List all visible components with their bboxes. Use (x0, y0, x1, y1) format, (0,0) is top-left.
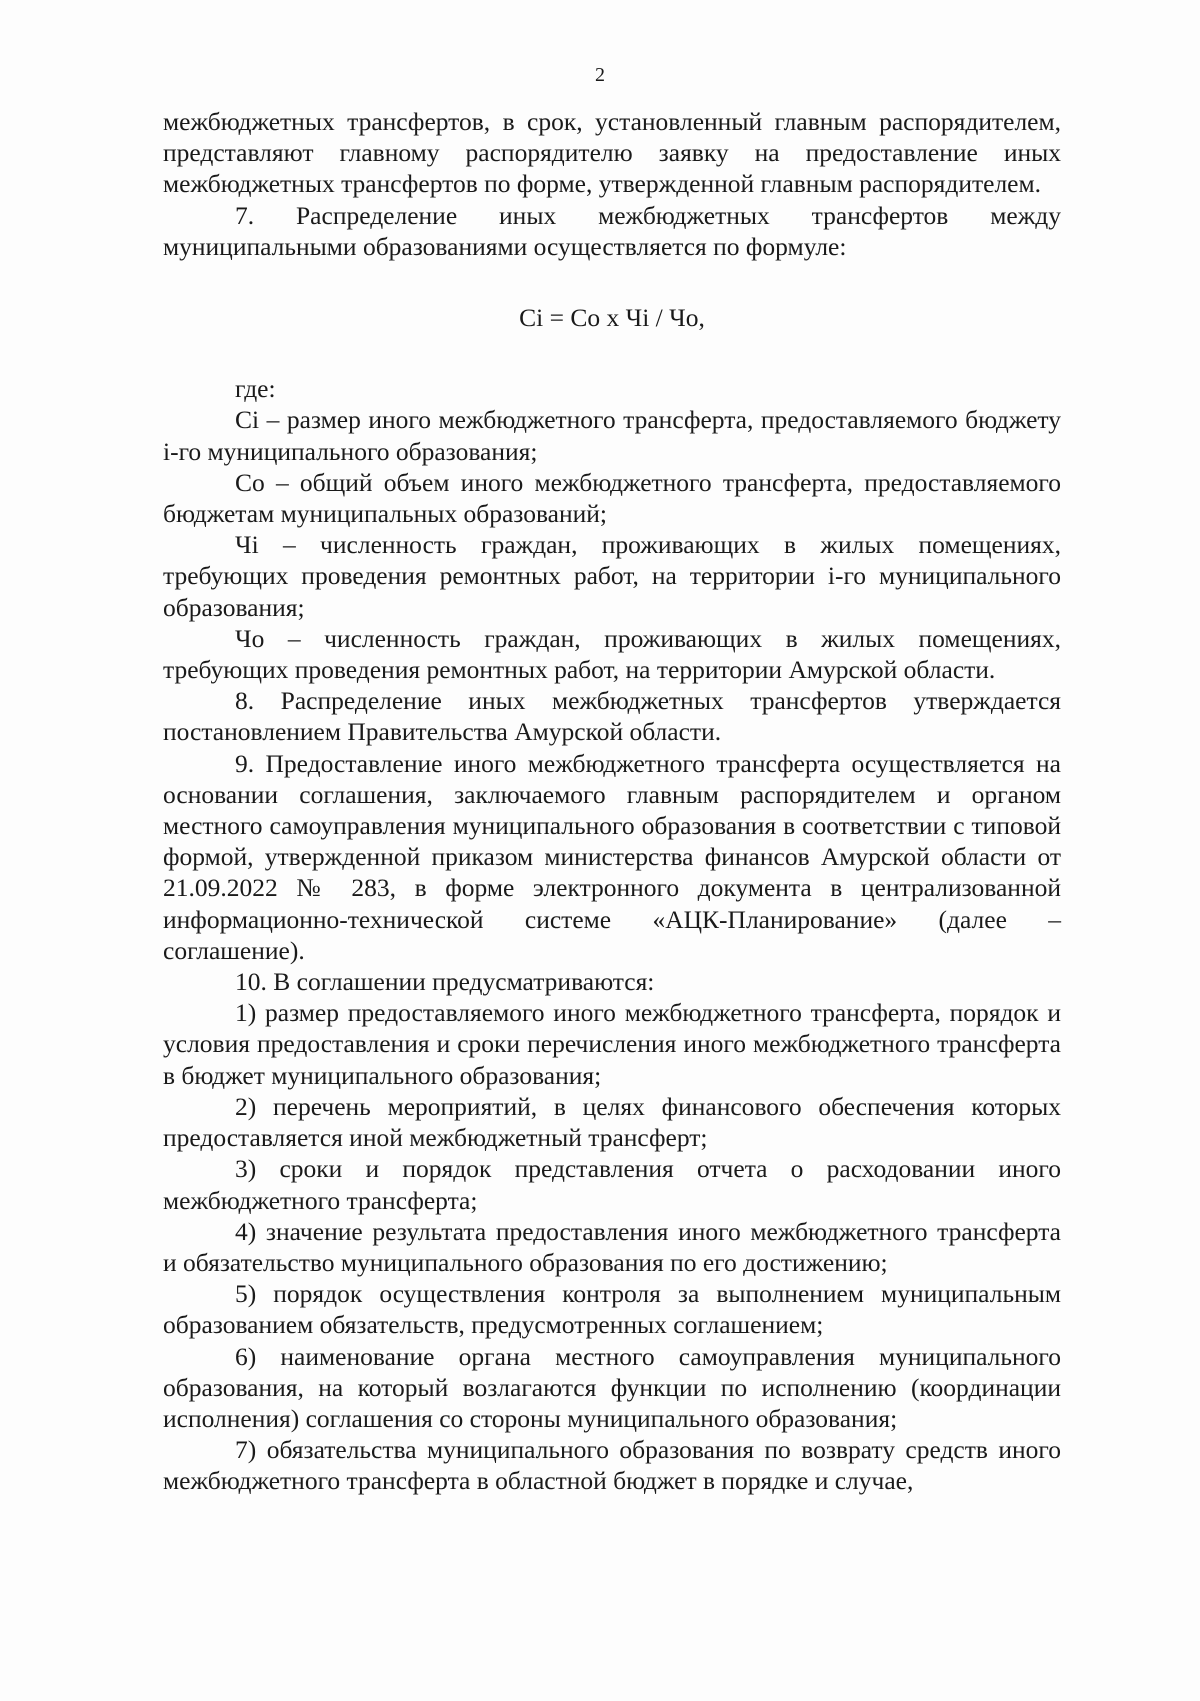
paragraph-7: 7. Распределение иных межбюджетных трансфертов между муниципальными образованиями осуществляется по формуле: (163, 200, 1061, 261)
formula-def-ci: Ci – размер иного межбюджетного трансферта, предоставляемого бюджету i-го муниципального образования; (163, 405, 1061, 466)
paragraph-9: 9. Предоставление иного межбюджетного трансферта осуществляется на основании соглашения, заключаемого главным распорядителем и органом местного самоуправления муниципального образования в соответствии с типовой формой, утвержденной приказом министерства финансов Амурской области от 21.09.2022 № 283, в форме электронного документа в централизованной информационно-технической системе «АЦК-Планирование» (далее – соглашение). (163, 748, 1061, 965)
list-item-1: 1) размер предоставляемого иного межбюджетного трансферта, порядок и условия предоставления и сроки перечисления иного межбюджетного трансферта в бюджет муниципального образования; (163, 998, 1061, 1090)
document-body (163, 106, 1061, 1497)
formula-def-chi: Чi – численность граждан, проживающих в жилых помещениях, требующих проведения ремонтных работ, на территории i-го муниципального образования; (163, 530, 1061, 622)
paragraph-continuation: межбюджетных трансфертов, в срок, установленный главным распорядителем, представляют главному распорядителю заявку на предоставление иных межбюджетных трансфертов по форме, утвержденной главным распорядителем. (163, 107, 1061, 199)
formula-where-label: где: (235, 374, 276, 404)
paragraph-8: 8. Распределение иных межбюджетных трансфертов утверждается постановлением Правительства Амурской области. (163, 686, 1061, 747)
list-item-3: 3) сроки и порядок представления отчета о расходовании иного межбюджетного трансферта; (163, 1154, 1061, 1215)
paragraph-10: 10. В соглашении предусматриваются: (235, 967, 655, 997)
page-number: 2 (595, 64, 605, 86)
list-item-4: 4) значение результата предоставления иного межбюджетного трансферта и обязательство муниципального образования по его достижению; (163, 1216, 1061, 1277)
formula-def-co: Co – общий объем иного межбюджетного трансферта, предоставляемого бюджетам муниципальных образований; (163, 467, 1061, 529)
formula-def-cho: Чо – численность граждан, проживающих в жилых помещениях, требующих проведения ремонтных работ, на территории Амурской области. (163, 623, 1061, 685)
list-item-2: 2) перечень мероприятий, в целях финансового обеспечения которых предоставляется иной межбюджетный трансферт; (163, 1091, 1061, 1153)
list-item-6: 6) наименование органа местного самоуправления муниципального образования, на который возлагаются функции по исполнению (координации исполнения) соглашения со стороны муниципального образования; (163, 1341, 1061, 1433)
list-item-7: 7) обязательства муниципального образования по возврату средств иного межбюджетного трансферта в областной бюджет в порядке и случае, (163, 1435, 1061, 1496)
list-item-5: 5) порядок осуществления контроля за выполнением муниципальным образованием обязательств, предусмотренных соглашением; (163, 1279, 1061, 1340)
distribution-formula: Ci = Co x Чi / Чо, (519, 303, 705, 333)
